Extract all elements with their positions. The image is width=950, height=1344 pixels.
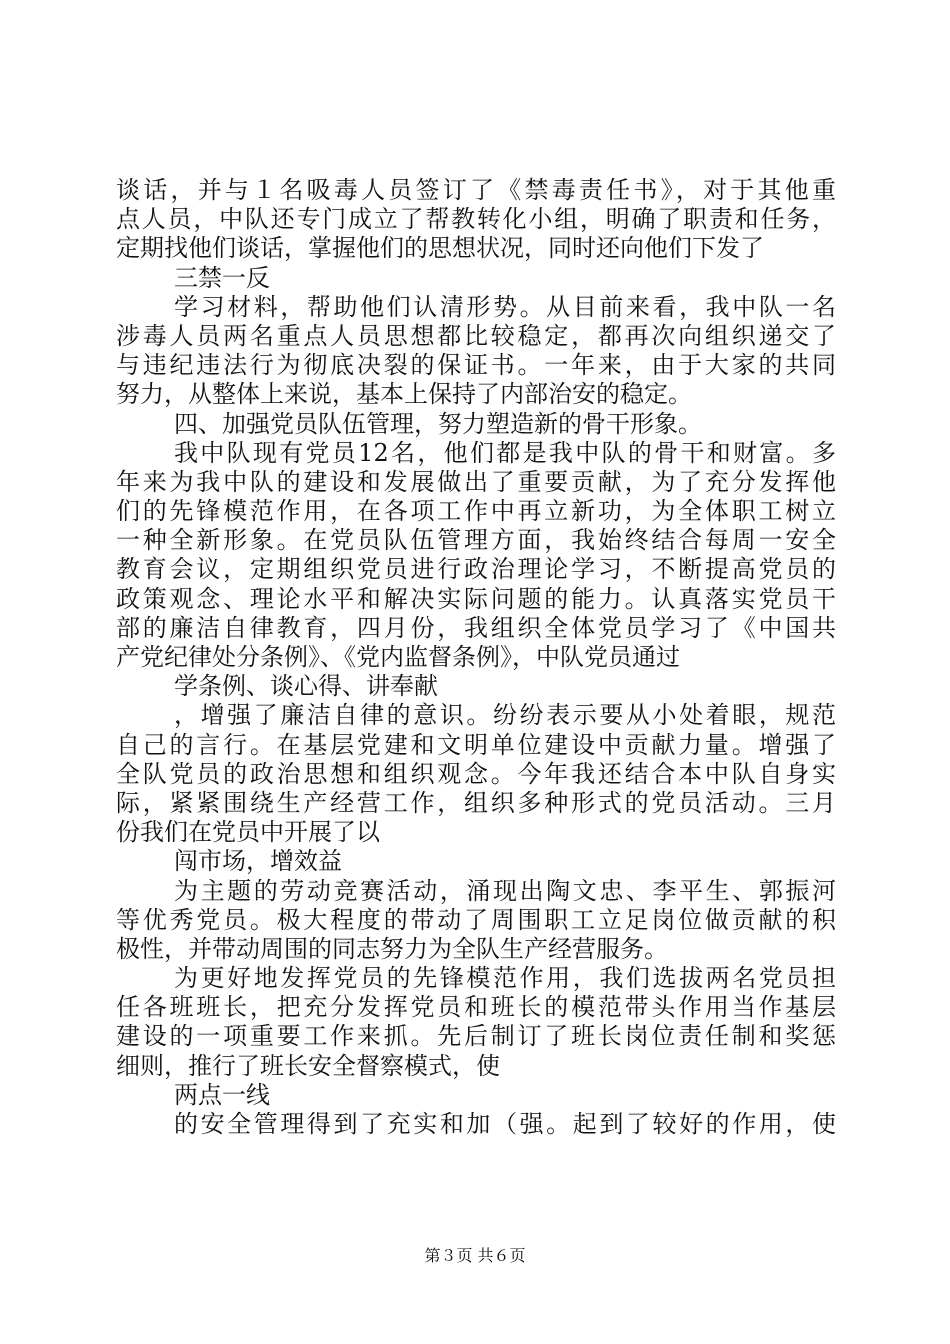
text-line: 任各班班长，把充分发挥党员和班长的模范带头作用当作基层: [116, 993, 836, 1022]
text-line: 细则，推行了班长安全督察模式，使: [116, 1051, 500, 1080]
text-line: 们的先锋模范作用，在各项工作中再立新功，为全体职工树立: [116, 497, 836, 526]
text-line: 努力，从整体上来说，基本上保持了内部治安的稳定。: [116, 380, 692, 409]
text-line: 教育会议，定期组织党员进行政治理论学习，不断提高党员的: [116, 555, 836, 584]
text-line: 与违纪违法行为彻底决裂的保证书。一年来，由于大家的共同: [116, 351, 836, 380]
text-line: 际，紧紧围绕生产经营工作，组织多种形式的党员活动。三月: [116, 788, 836, 817]
text-line: 年来为我中队的建设和发展做出了重要贡献，为了充分发挥他: [116, 467, 836, 496]
text-line: 定期找他们谈话，掌握他们的思想状况，同时还向他们下发了: [116, 234, 764, 263]
text-line: 涉毒人员两名重点人员思想都比较稳定，都再次向组织递交了: [116, 321, 836, 350]
text-line: 为主题的劳动竞赛活动，涌现出陶文忠、李平生、郭振河: [174, 876, 836, 905]
text-line: 学习材料，帮助他们认清形势。从目前来看，我中队一名: [174, 292, 836, 321]
text-line: 两点一线: [174, 1080, 270, 1109]
text-line: 四、加强党员队伍管理，努力塑造新的骨干形象。: [174, 409, 702, 438]
text-line: 产党纪律处分条例》、《党内监督条例》，中队党员通过: [116, 643, 680, 671]
text-line: 自己的言行。在基层党建和文明单位建设中贡献力量。增强了: [116, 730, 836, 759]
text-line: 的安全管理得到了充实和加（强。起到了较好的作用，使: [174, 1110, 836, 1138]
text-line: 三禁一反: [174, 263, 270, 292]
text-line: 全队党员的政治思想和组织观念。今年我还结合本中队自身实: [116, 759, 836, 788]
text-line: 点人员，中队还专门成立了帮教转化小组，明确了职责和任务，: [116, 205, 836, 234]
text-line: 学条例、谈心得、讲奉献: [174, 672, 438, 701]
text-line: 为更好地发挥党员的先锋模范作用，我们选拔两名党员担: [174, 964, 836, 993]
document-body: [116, 176, 836, 1139]
text-line: 建设的一项重要工作来抓。先后制订了班长岗位责任制和奖惩: [116, 1022, 836, 1051]
text-line: 我中队现有党员12名，他们都是我中队的骨干和财富。多: [174, 438, 836, 467]
page-footer: 第３页 共６页: [424, 1246, 526, 1265]
text-line: ，增强了廉洁自律的意识。纷纷表示要从小处着眼，规范: [174, 701, 836, 730]
text-line: 谈话，并与１名吸毒人员签订了《禁毒责任书》，对于其他重: [116, 176, 836, 204]
text-line: 极性，并带动周围的同志努力为全队生产经营服务。: [116, 934, 668, 963]
text-line: 部的廉洁自律教育，四月份，我组织全体党员学习了《中国共: [116, 613, 836, 642]
text-line: 份我们在党员中开展了以: [116, 818, 380, 847]
text-line: 闯市场，增效益: [174, 847, 342, 876]
text-line: 等优秀党员。极大程度的带动了周围职工立足岗位做贡献的积: [116, 905, 836, 934]
text-line: 一种全新形象。在党员队伍管理方面，我始终结合每周一安全: [116, 526, 836, 555]
text-line: 政策观念、理论水平和解决实际问题的能力。认真落实党员干: [116, 584, 836, 613]
